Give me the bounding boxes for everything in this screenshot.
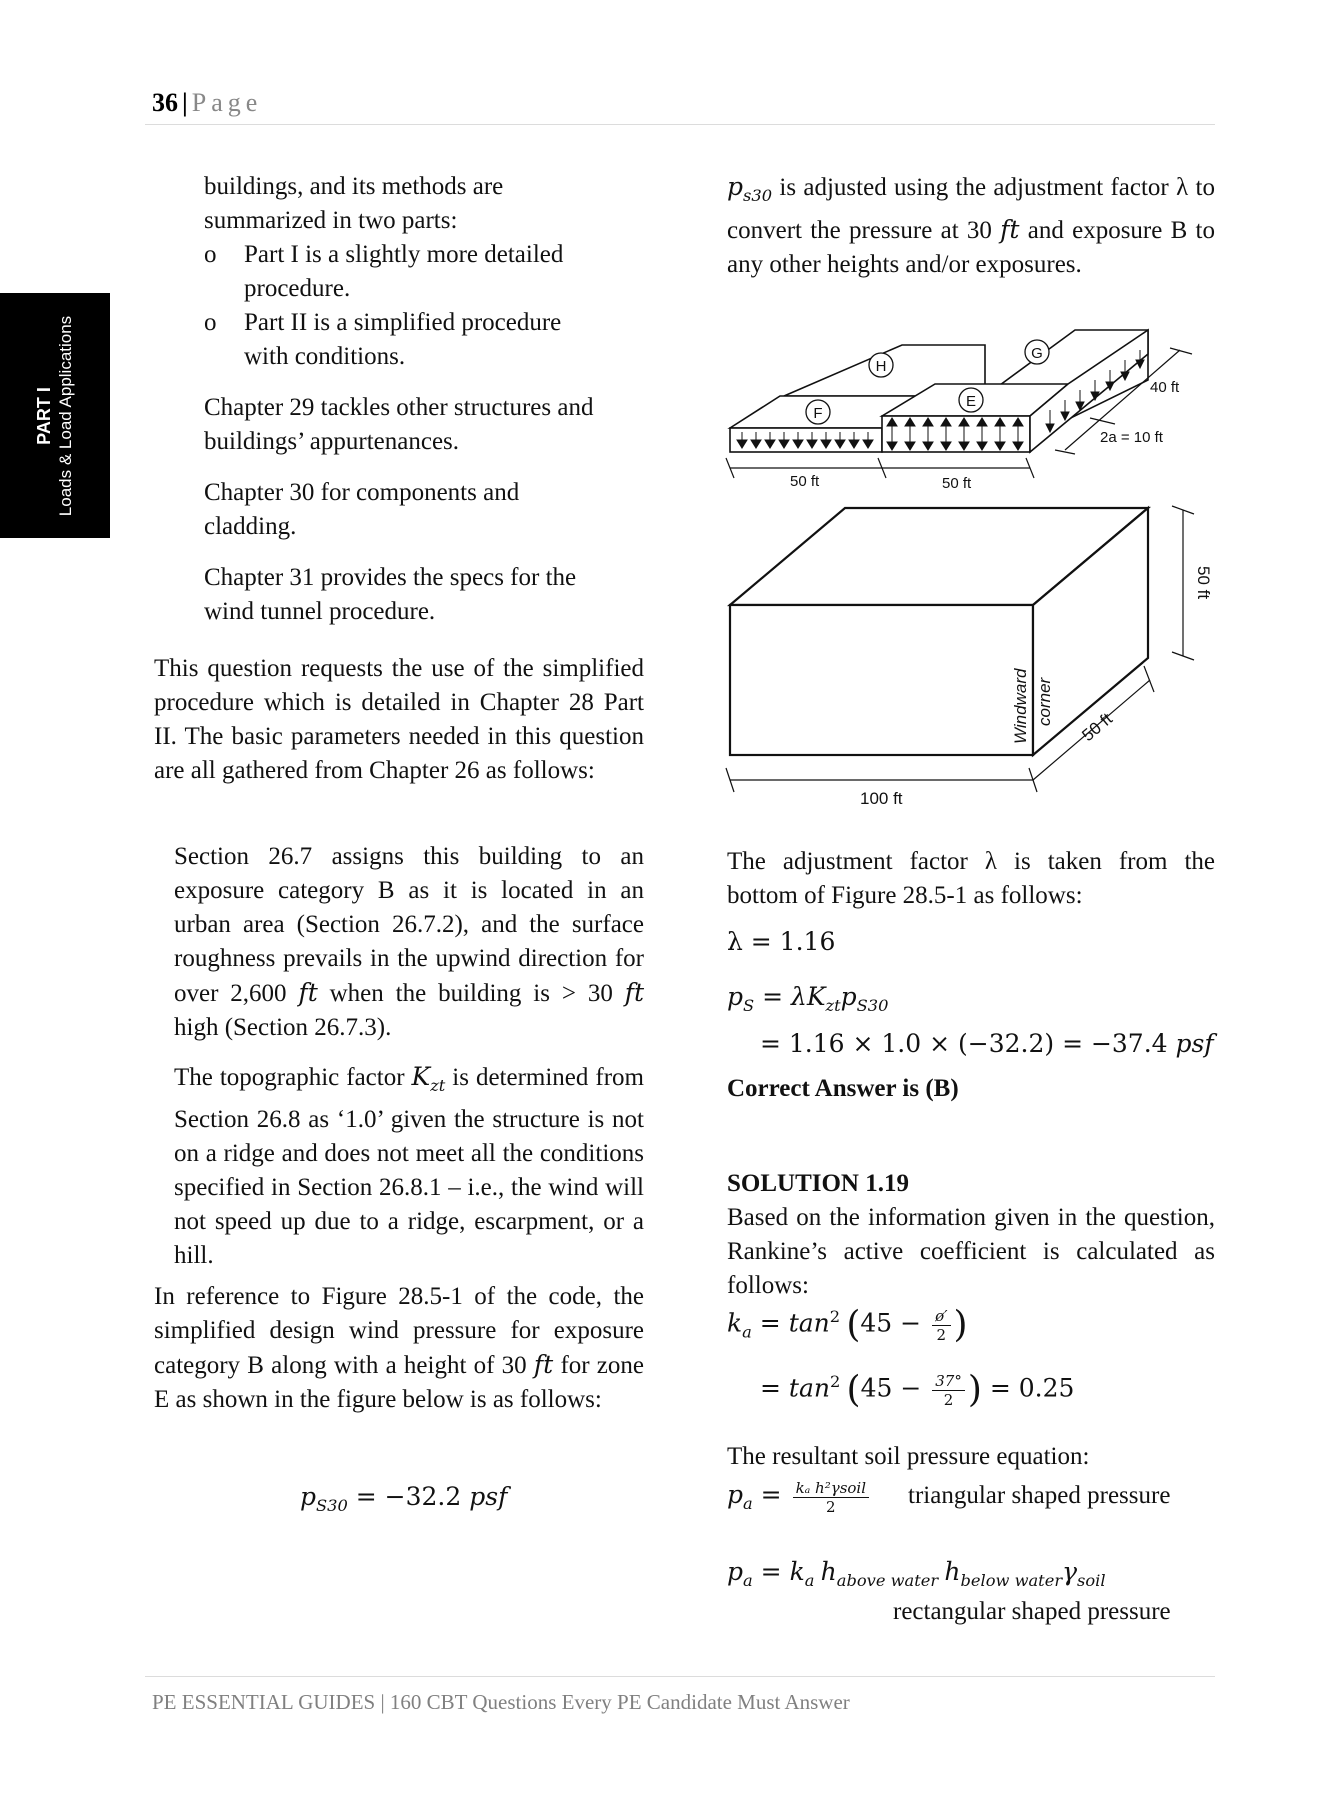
bullet-text: Part II is a simplified procedure with conditions. — [244, 309, 562, 370]
lambda-equation: λ = 1.16 — [727, 927, 836, 956]
dim-depth-40ft: 40 ft — [1150, 379, 1180, 396]
lambda-paragraph: The adjustment factor λ is taken from the bottom of Figure 28.5-1 as follows: — [727, 848, 1215, 909]
zone-f-label: F — [813, 405, 823, 422]
dim-height-50ft: 50 ft — [1194, 566, 1213, 600]
side-tab-title: Loads & Load Applications — [56, 315, 75, 516]
bullet-item — [204, 238, 644, 306]
dim-depth-50ft: 50 ft — [1078, 709, 1116, 746]
page-header — [152, 88, 262, 118]
correct-answer: Correct Answer is (B) — [727, 1075, 959, 1102]
chapter-30-text: Chapter 30 for components and cladding. — [204, 479, 520, 540]
side-tab-part: PART I — [34, 386, 54, 445]
bullet-item — [204, 306, 644, 374]
rectangular-pressure-label: rectangular shaped pressure — [893, 1598, 1171, 1625]
ka-equation: $k_a = \tan^2 (45$ − $\frac{ø'}{2}$ ) — [727, 1304, 968, 1346]
zone-e-label: E — [965, 393, 977, 410]
bullet-text: Part I is a slightly more detailed procedure. — [244, 241, 564, 302]
ps-calculation: = 1.16 × 1.0 × (−32.2) = −37.4 psf — [760, 1029, 1214, 1058]
chapter-29-text: Chapter 29 tackles other structures and buildings’ appurtenances. — [204, 394, 594, 455]
part-side-tab — [0, 293, 110, 538]
footer-divider — [145, 1676, 1215, 1677]
dim-mid-50ft: 50 ft — [942, 475, 972, 492]
dim-width-100ft: 100 ft — [860, 789, 903, 808]
reference-paragraph: In reference to Figure 28.5-1 of the code, the simplified design wind pressure for exposure category B along with a height of 30 ft for zone E as shown in the figure below is as follows: — [154, 1283, 645, 1413]
wind-zone-figure — [720, 320, 1220, 820]
solution-title: SOLUTION 1.19 — [727, 1170, 909, 1197]
ps30-equation: $p_{S30} = -32.2$ psf — [300, 1482, 508, 1515]
pa-rectangular-equation: $p_a = k_a$ $h_{above water}$ $h_{below water}\gamma_{soil}$ — [727, 1557, 1106, 1590]
intro-line: buildings, and its methods are — [204, 173, 504, 200]
topographic-paragraph: The topographic factor $K_{zt}$ is determined from Section 26.8 as ‘1.0’ given the structure is not on a ridge and does not meet all the conditions specified in Section 26.8.1 – i.e., the wind will not speed up due to a ridge, escarpment, or a hill. — [174, 1062, 644, 1269]
ps-equation: $p_S = \lambda K_{zt}p_{S30}$ — [727, 982, 889, 1015]
bullet-marker: o — [204, 241, 217, 268]
intro-line: summarized in two parts: — [204, 207, 458, 234]
pa-triangular-equation: $p_a$ = $\frac{\text{kₐ h²γsoil}}{2}$ triangular shaped pressure — [727, 1478, 1171, 1516]
page-label: Page — [191, 88, 263, 117]
corner-label: corner — [1035, 677, 1054, 726]
solution-paragraph: Based on the information given in the question, Rankine’s active coefficient is calculated as follows: — [727, 1204, 1215, 1299]
left-column-intro — [204, 170, 644, 629]
ka-calculation: = $\tan^2 (45$ − $\frac{37^\circ}{2}$ ) = 0.25 — [760, 1369, 1075, 1411]
bullet-marker: o — [204, 309, 217, 336]
header-divider — [145, 124, 1215, 125]
header-separator: | — [182, 88, 188, 117]
zone-g-label: G — [1031, 345, 1043, 362]
dim-2a: 2a = 10 ft — [1100, 429, 1163, 446]
soil-pressure-title: The resultant soil pressure equation: — [727, 1443, 1090, 1470]
chapter-31-text: Chapter 31 provides the specs for the wind tunnel procedure. — [204, 564, 577, 625]
exposure-paragraph: Section 26.7 assigns this building to an exposure category B as it is located in an urban area (Section 26.7.2), and the surface roughness prevails in the upwind direction for over 2,600 ft when the building is > 30 ft high (Section 26.7.3). — [174, 843, 645, 1041]
question-paragraph: This question requests the use of the simplified procedure which is detailed in Chapter 28 Part II. The basic parameters needed in this question are all gathered from Chapter 26 as follows: — [154, 655, 644, 784]
zone-h-label: H — [875, 358, 887, 375]
windward-label: Windward — [1011, 668, 1030, 744]
page-number: 36 — [152, 88, 178, 117]
dim-left-50ft: 50 ft — [790, 473, 820, 490]
adjustment-paragraph: $p_{s30}$ is adjusted using the adjustment factor λ to convert the pressure at 30 ft and exposure B to any other heights and/or exposures. — [727, 172, 1215, 278]
page-footer: PE ESSENTIAL GUIDES | 160 CBT Questions Every PE Candidate Must Answer — [152, 1690, 850, 1714]
